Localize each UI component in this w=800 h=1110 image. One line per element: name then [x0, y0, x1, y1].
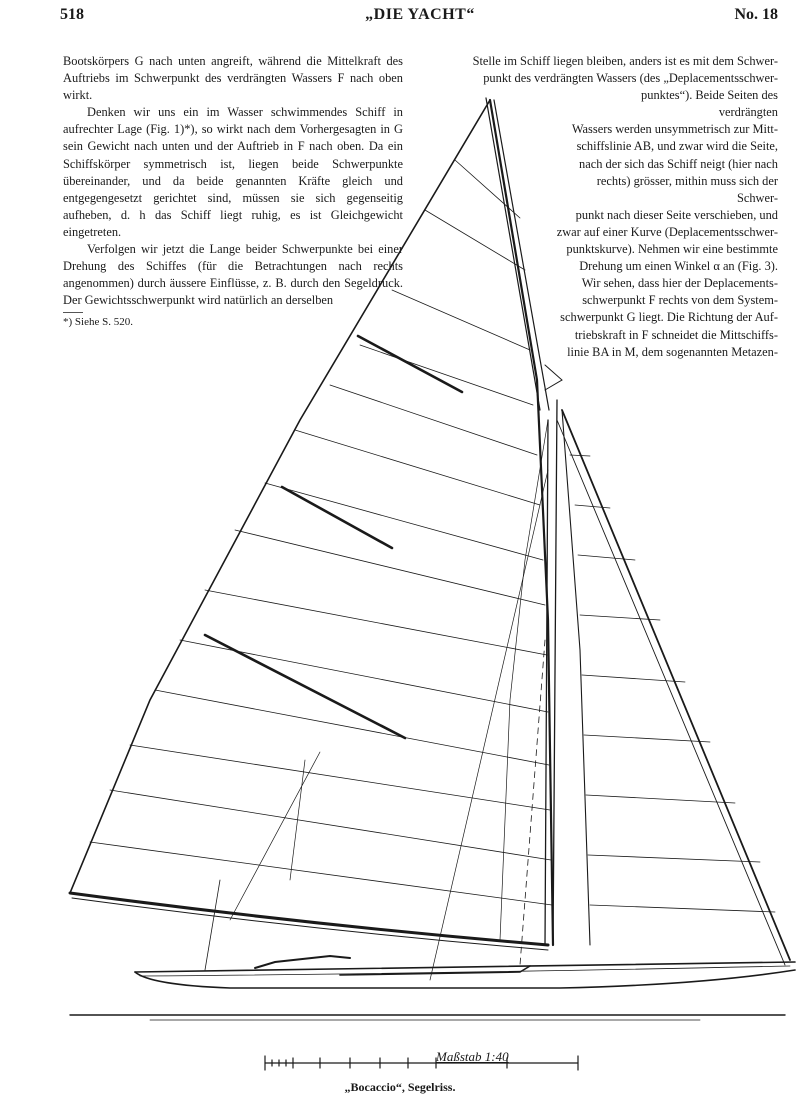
text-line: schwerpunkt F rechts von dem System- [582, 293, 778, 308]
paragraph-2: Denken wir uns ein im Wasser schwimmendes Schiff in aufrechter Lage (Fig. 1)*), so wirkt nach dem Vorhergesagten in G sein Gewicht nach unten und der Auftrieb in F nach oben. Da ein Schiffskörper symmetrisch ist, liegen beide Schwerpunkte übereinander, und da beide genannten Kräfte gleich und entgegengesetzt gerichtet sind, müssen sie sich gegenseitig aufheben, d. h das Schiff liegt ruhig, es ist Gleichgewicht eingetreten. [63, 105, 403, 239]
jib-leech [562, 410, 590, 945]
boom [70, 893, 548, 945]
journal-title: „DIE YACHT“ [365, 6, 475, 23]
text-line: Wir sehen, dass hier der Deplacements- [581, 276, 778, 291]
text-line: schwerpunkt G liegt. Die Richtung der Auf- [560, 310, 778, 325]
paragraph-3: Verfolgen wir jetzt die Lange beider Schwerpunkte bei einer Drehung des Schiffes (für die Betrachtungen nach rechts angenommen) durch äussere Einflüsse, z. B. durch den Segeldruck. Der Gewichtsschwerpunkt wird natürlich an derselben [63, 242, 403, 308]
jib-luff [562, 410, 790, 960]
scale-label: Maßstab 1:40 [436, 1049, 509, 1064]
sheet-line [230, 752, 320, 920]
text-line: punktskurve). Nehmen wir eine bestimmte [566, 242, 778, 257]
text-line: punkt nach dieser Seite verschieben, und [575, 207, 778, 222]
mainsail-leech [70, 100, 490, 893]
text-line: schiffslinie AB, und zwar wird die Seite, [576, 139, 778, 154]
mainsail-seams [90, 160, 552, 905]
text-line: Drehung um einen Winkel α an (Fig. 3). [579, 259, 778, 274]
text-line: linie BA in M, dem sogenannten Metazen- [567, 344, 778, 359]
footnote: *) Siehe S. 520. [63, 316, 133, 328]
pennant [545, 365, 562, 390]
text-line: triebskraft in F schneidet die Mittschiffs- [574, 327, 778, 342]
hull-sheer [135, 962, 795, 972]
runner [430, 470, 548, 980]
battens [205, 336, 462, 738]
text-line: punktes“). Beide Seiten des verdrängten [641, 88, 778, 120]
shroud [500, 420, 548, 940]
page-number: 518 [60, 6, 84, 23]
dashed-line [520, 640, 545, 965]
text-line: punkt des verdrängten Wassers (des „Deplacementsschwer- [483, 71, 778, 86]
paragraph-1: Bootskörpers G nach unten angreift, während die Mittelkraft des Auftriebs im Schwerpunkt des verdrängten Wassers F nach oben wirkt. [63, 54, 403, 103]
issue-number: No. 18 [734, 6, 778, 23]
scale-bar [265, 1056, 578, 1070]
forestay [557, 420, 785, 965]
text-line: rechts) grösser, mithin muss sich der Schwer- [596, 173, 778, 205]
boom-lower [72, 898, 548, 950]
text-line: nach der sich das Schiff neigt (hier nach [579, 156, 778, 171]
mainsail-luff [490, 100, 553, 945]
sheet-line-2 [205, 880, 220, 970]
topmast [486, 98, 549, 410]
text-line: Stelle im Schiff liegen bleiben, anders ist es mit dem Schwer- [472, 54, 778, 68]
text-line: zwar auf einer Kurve (Deplacementsschwer- [556, 224, 778, 239]
figure-caption: „Bocaccio“, Segelriss. [344, 1080, 456, 1094]
text-line: Wassers werden unsymmetrisch zur Mitt- [571, 122, 778, 137]
tiller [255, 956, 350, 968]
